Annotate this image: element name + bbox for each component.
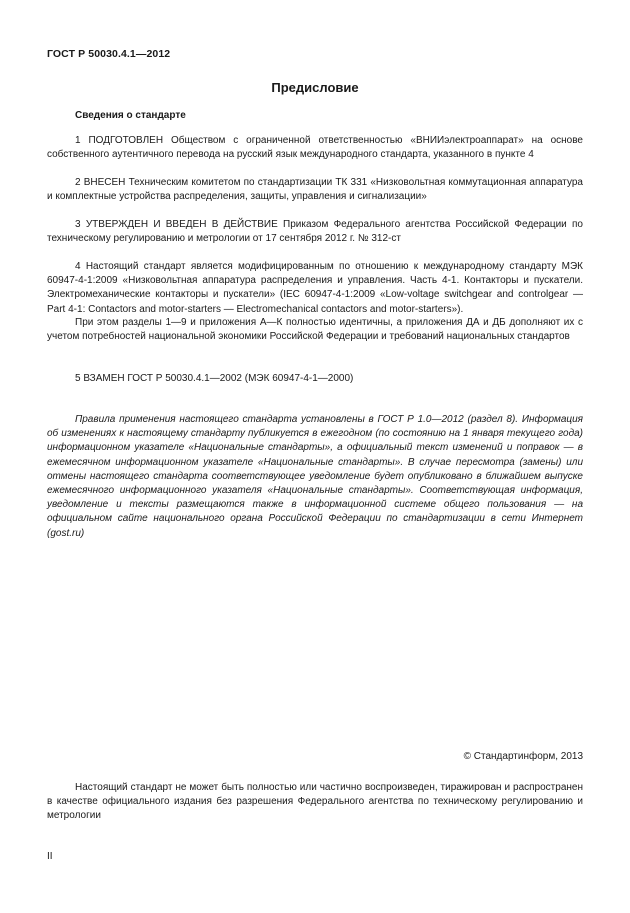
page-number: II — [47, 851, 53, 862]
item-1: 1 ПОДГОТОВЛЕН Обществом с ограниченной ответственностью «ВНИИэлектроаппарат» на основе собственного аутентичного перевода на русский язык международного стандарта, указанного в пункте 4 — [47, 135, 583, 161]
rights-notice: Настоящий стандарт не может быть полностью или частично воспроизведен, тиражирован и распространен в качестве официального издания без разрешения Федерального агентства по техническому регулированию и метрологии — [47, 782, 583, 822]
document-header: ГОСТ Р 50030.4.1—2012 — [47, 48, 171, 60]
item-5: 5 ВЗАМЕН ГОСТ Р 50030.4.1—2002 (МЭК 60947-4-1—2000) — [75, 373, 354, 384]
copyright-notice: © Стандартинформ, 2013 — [463, 751, 583, 762]
notice-paragraph: Правила применения настоящего стандарта установлены в ГОСТ Р 1.0—2012 (раздел 8). Информация об изменениях к настоящему стандарту публикуется в ежегодном (по состоянию на 1 января текущего года) информационном указателе «Национальные стандарты», а официальный текст изменений и поправок — в ежемесячном информационном указателе «Национальные стандарты». В случае пересмотра (замены) или отмены настоящего стандарта соответствующее уведомление будет опубликовано в ближайшем выпуске ежемесячного информационного указателя «Национальные стандарты». Соответствующая информация, уведомление и тексты размещаются также в информационной системе общего пользования — на официальном сайте национального органа Российской Федерации по стандартизации в сети Интернет (gost.ru) — [47, 414, 583, 539]
section-subtitle: Сведения о стандарте — [75, 110, 186, 121]
item-2: 2 ВНЕСЕН Техническим комитетом по стандартизации ТК 331 «Низковольтная коммутационная аппаратура и комплектные устройства распределения, защиты, управления и сигнализации» — [47, 177, 583, 203]
page-title: Предисловие — [271, 80, 359, 95]
item-3: 3 УТВЕРЖДЕН И ВВЕДЕН В ДЕЙСТВИЕ Приказом Федерального агентства Российской Федерации по техническому регулированию и метрологии от 17 сентября 2012 г. № 312-ст — [47, 219, 583, 245]
item-4-note: При этом разделы 1—9 и приложения А—К полностью идентичны, а приложения ДА и ДБ дополняют их с учетом потребностей национальной экономики Российской Федерации и требований национальных стандартов — [47, 317, 583, 343]
item-4: 4 Настоящий стандарт является модифицированным по отношению к международному стандарту МЭК 60947-4-1:2009 «Низковольтная аппаратура распределения и управления. Часть 4-1. Контакторы и пускатели. Электромеханические контакторы и пускатели» (IEC 60947-4-1:2009 «Low-voltage switchgear and controlgear — Part 4-1: Contactors and motor-starters — Electromechanical contactors and motor-starters»). — [47, 261, 583, 315]
